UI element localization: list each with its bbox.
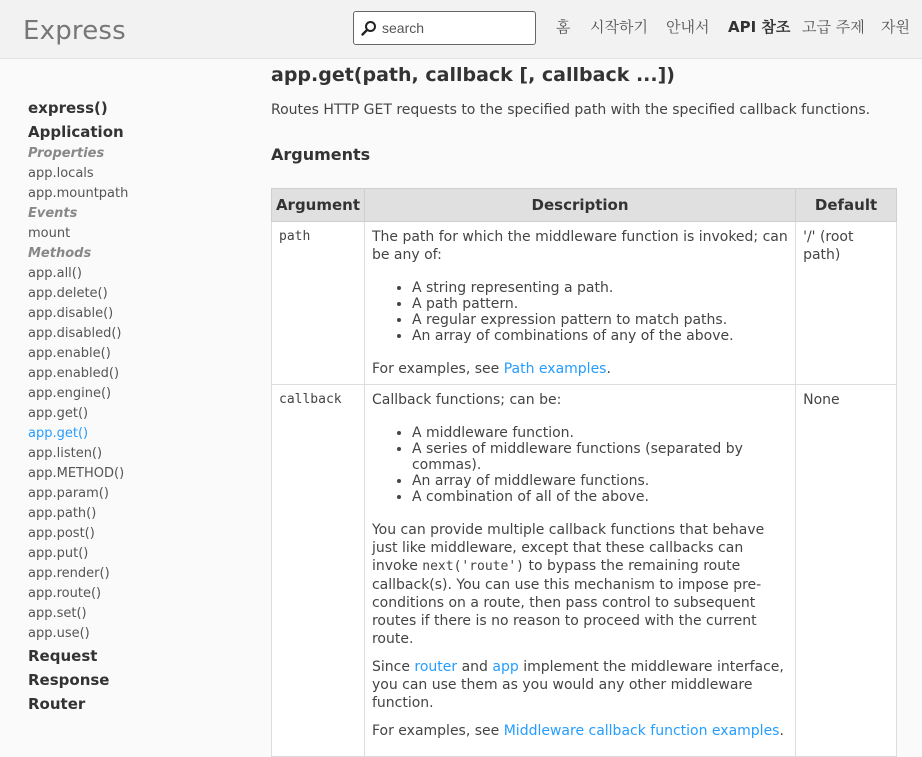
list-item: • An array of combinations of any of the above. (412, 328, 788, 344)
app-link[interactable]: app (492, 659, 519, 675)
nav-getting-started[interactable]: 시작하기 (590, 18, 648, 36)
arguments-table (271, 188, 897, 757)
sidebar-item-app-route[interactable]: app.route() (28, 586, 102, 601)
list-item: • A middleware function. (412, 425, 788, 441)
router-paragraph (372, 658, 788, 712)
description-intro: Callback functions; can be: (371, 392, 562, 408)
list-item: • A regular expression pattern to match paths. (412, 312, 788, 328)
sidebar-item-app-get[interactable]: app.get() (28, 426, 89, 441)
router-paragraph-text-2: implement the middleware interface, you can use them as you would any other middleware function. (371, 659, 784, 711)
sidebar-item-app-locals[interactable]: app.locals (28, 166, 94, 181)
bullet-list (412, 425, 788, 505)
sidebar-menu (28, 96, 248, 716)
examples-suffix: . (606, 361, 611, 377)
sidebar-item-app-set[interactable]: app.set() (28, 606, 87, 621)
list-item: • An array of middleware functions. (412, 473, 788, 489)
nav-advanced-topics[interactable]: 고급 주제 (802, 18, 865, 36)
path-examples-link[interactable]: Path examples (503, 361, 607, 377)
nav-resources[interactable]: 자원 (881, 18, 910, 36)
argument-cell: callback (272, 385, 365, 757)
sidebar-item-app-mountpath[interactable]: app.mountpath (28, 186, 129, 201)
sidebar-item-app-use[interactable]: app.use() (28, 626, 90, 641)
sidebar-item-app-post[interactable]: app.post() (28, 526, 95, 541)
top-nav (0, 16, 922, 36)
sidebar-item-app-put[interactable]: app.put() (28, 546, 89, 561)
sidebar-item-app-method[interactable]: app.METHOD() (28, 466, 125, 481)
arguments-heading: Arguments (271, 145, 371, 164)
nav-home[interactable]: 홈 (556, 18, 571, 36)
router-link[interactable]: router (414, 659, 458, 675)
nav-api-reference[interactable]: API 참조 (728, 18, 791, 36)
description-cell (364, 385, 795, 757)
col-header-argument: Argument (272, 189, 365, 222)
sidebar-item-app-disable[interactable]: app.disable() (28, 306, 114, 321)
description-cell (364, 222, 795, 385)
sidebar-item-app-delete[interactable]: app.delete() (28, 286, 108, 301)
callback-paragraph-text-2: to bypass the remaining route callback(s). You can use this mechanism to impose pre-conditions on a route, then pass control to subsequent routes if there is no reason to proceed with the current route. (371, 558, 762, 647)
sidebar-item-app-get[interactable]: app.get() (28, 406, 89, 421)
middleware-examples-link[interactable]: Middleware callback function examples (503, 723, 780, 739)
site-header (0, 0, 922, 59)
sidebar-item-app-path[interactable]: app.path() (28, 506, 97, 521)
sidebar-item-app-disabled[interactable]: app.disabled() (28, 326, 122, 341)
sidebar-item-express[interactable]: express() (28, 99, 108, 117)
default-cell: '/' (root path) (796, 222, 897, 385)
sidebar-item-router[interactable]: Router (28, 695, 86, 713)
examples-prefix: For examples, see (371, 723, 504, 739)
examples-line (372, 722, 788, 740)
callback-paragraph (372, 521, 788, 648)
sidebar-item-app-listen[interactable]: app.listen() (28, 446, 103, 461)
next-route-code: next('route') (422, 559, 525, 574)
sidebar-item-app-all[interactable]: app.all() (28, 266, 82, 281)
sidebar-item-properties[interactable]: Properties (28, 146, 105, 161)
description-intro: The path for which the middleware function is invoked; can be any of: (371, 229, 788, 263)
sidebar-item-app-enabled[interactable]: app.enabled() (28, 366, 120, 381)
page-title: app.get(path, callback [, callback ...]) (271, 64, 675, 86)
examples-suffix: . (779, 723, 784, 739)
sidebar-item-application[interactable]: Application (28, 123, 124, 141)
list-item: • A combination of all of the above. (412, 489, 788, 505)
list-item: • A string representing a path. (412, 280, 788, 296)
table-row (272, 385, 897, 757)
sidebar-item-app-render[interactable]: app.render() (28, 566, 110, 581)
intro-text: Routes HTTP GET requests to the specified path with the specified callback functions. (271, 102, 871, 118)
bullet-list (412, 280, 788, 344)
default-cell: None (796, 385, 897, 757)
sidebar-item-response[interactable]: Response (28, 671, 110, 689)
sidebar-item-request[interactable]: Request (28, 647, 98, 665)
examples-line (372, 360, 788, 378)
sidebar-item-app-enable[interactable]: app.enable() (28, 346, 111, 361)
router-paragraph-and: and (457, 659, 493, 675)
router-paragraph-text: Since (371, 659, 415, 675)
callback-paragraph-text: You can provide multiple callback functions that behave just like middleware, except that these callbacks can invoke (371, 522, 765, 574)
sidebar-item-app-param[interactable]: app.param() (28, 486, 109, 501)
col-header-default: Default (796, 189, 897, 222)
argument-cell: path (272, 222, 365, 385)
sidebar-item-app-engine[interactable]: app.engine() (28, 386, 112, 401)
sidebar-item-methods[interactable]: Methods (28, 246, 92, 261)
site-logo[interactable]: Express (23, 16, 126, 46)
list-item: • A series of middleware functions (separated by commas). (412, 441, 788, 473)
sidebar-item-mount[interactable]: mount (28, 226, 71, 241)
table-header-row (272, 189, 897, 222)
sidebar-item-events[interactable]: Events (28, 206, 78, 221)
nav-guide[interactable]: 안내서 (666, 18, 710, 36)
examples-prefix: For examples, see (371, 361, 504, 377)
list-item: • A path pattern. (412, 296, 788, 312)
col-header-description: Description (364, 189, 795, 222)
table-row (272, 222, 897, 385)
